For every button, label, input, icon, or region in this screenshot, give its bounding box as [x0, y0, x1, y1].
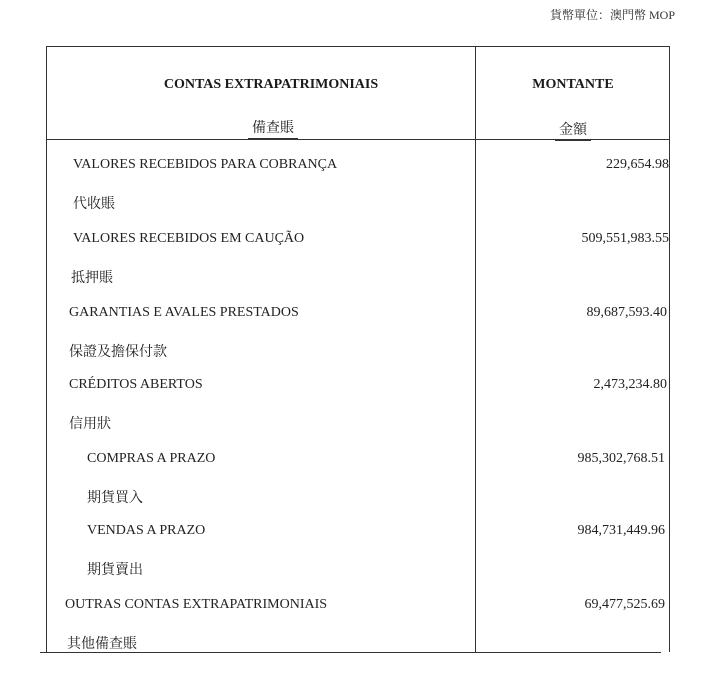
header-accounts-subtitle: 備查賬 [252, 117, 294, 137]
row-amount-collection: 229,654.98 [606, 157, 669, 172]
table-bottom-border [40, 652, 661, 653]
row-amount-guarantees: 89,687,593.40 [586, 305, 667, 320]
header-amount-subtitle: 金額 [559, 119, 587, 139]
row-label-other-accounts: OUTRAS CONTAS EXTRAPATRIMONIAIS [65, 597, 328, 612]
header-accounts-title: CONTAS EXTRAPATRIMONIAIS [163, 77, 379, 92]
row-label-forward-purchases: COMPRAS A PRAZO [87, 451, 216, 466]
row-label-credits: CRÉDITOS ABERTOS [69, 377, 203, 392]
row-label-zh-other-accounts: 其他備查賬 [67, 637, 137, 652]
row-label-zh-forward-sales: 期貨賣出 [87, 563, 143, 578]
row-label-zh-caution: 抵押賬 [71, 271, 113, 286]
row-label-zh-guarantees: 保證及擔保付款 [69, 345, 167, 360]
row-label-forward-sales: VENDAS A PRAZO [87, 523, 206, 538]
row-amount-other-accounts: 69,477,525.69 [584, 597, 665, 612]
header-amount-title: MONTANTE [532, 77, 614, 92]
row-amount-credits: 2,473,234.80 [593, 377, 667, 392]
row-amount-forward-purchases: 985,302,768.51 [577, 451, 665, 466]
off-balance-sheet-table [46, 46, 670, 652]
row-label-zh-forward-purchases: 期貨買入 [87, 491, 143, 506]
row-amount-forward-sales: 984,731,449.96 [577, 523, 665, 538]
currency-unit: 貨幣單位：澳門幣 MOP [549, 8, 675, 22]
row-label-collection: VALORES RECEBIDOS PARA COBRANÇA [73, 157, 338, 172]
row-label-zh-credits: 信用狀 [69, 417, 111, 432]
row-label-caution: VALORES RECEBIDOS EM CAUÇÃO [73, 231, 305, 246]
row-label-zh-collection: 代收賬 [73, 197, 115, 212]
column-divider [475, 47, 476, 652]
row-amount-caution: 509,551,983.55 [581, 231, 669, 246]
row-label-guarantees: GARANTIAS E AVALES PRESTADOS [69, 305, 299, 320]
